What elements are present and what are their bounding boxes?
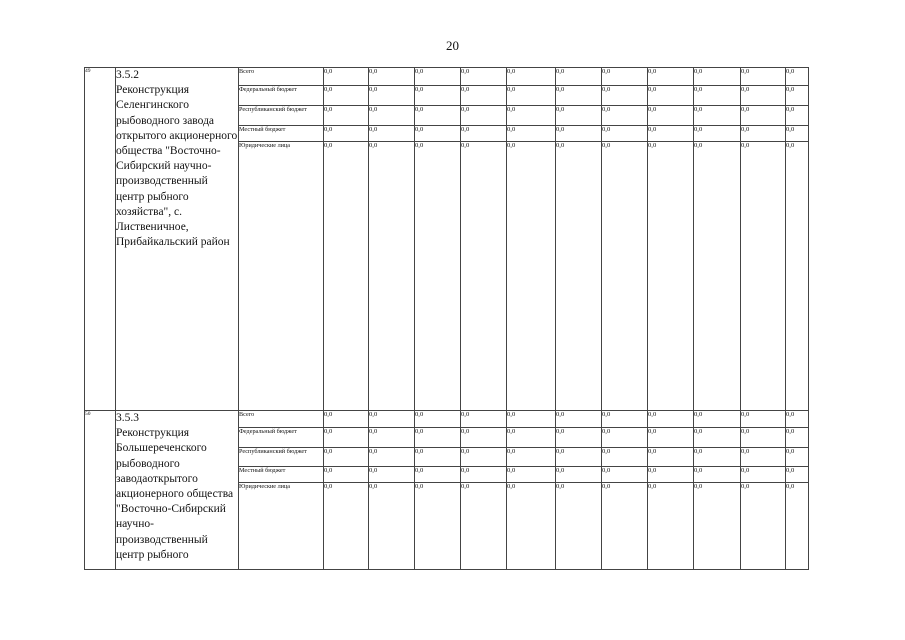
funding-source-label: Всего — [239, 411, 324, 428]
value-cell: 0,0 — [602, 428, 648, 448]
value-cell: 0,0 — [415, 68, 461, 86]
value-cell: 0,0 — [461, 448, 507, 467]
budget-table — [84, 67, 809, 570]
value-cell: 0,0 — [369, 142, 415, 411]
value-cell: 0,0 — [602, 467, 648, 483]
value-cell: 0,0 — [694, 126, 741, 142]
value-cell: 0,0 — [369, 467, 415, 483]
value-cell: 0,0 — [602, 142, 648, 411]
funding-source-label: Федеральный бюджет — [239, 86, 324, 106]
value-cell: 0,0 — [369, 106, 415, 126]
value-cell: 0,0 — [694, 428, 741, 448]
value-cell: 0,0 — [741, 467, 786, 483]
value-cell: 0,0 — [369, 411, 415, 428]
value-cell: 0,0 — [507, 126, 556, 142]
value-cell: 0,0 — [786, 411, 809, 428]
value-cell: 0,0 — [556, 126, 602, 142]
value-cell: 0,0 — [694, 467, 741, 483]
value-cell: 0,0 — [461, 68, 507, 86]
value-cell: 0,0 — [741, 483, 786, 570]
project-cell — [116, 411, 239, 570]
value-cell: 0,0 — [648, 411, 694, 428]
funding-source-label: Местный бюджет — [239, 126, 324, 142]
project-name: Реконструкция Большереченского рыбоводного заводаоткрытого акционерного общества "Восточно-Сибирский научно-производственный центр рыбного — [116, 427, 234, 561]
value-cell: 0,0 — [694, 411, 741, 428]
value-cell: 0,0 — [786, 483, 809, 570]
value-cell: 0,0 — [786, 142, 809, 411]
value-cell: 0,0 — [324, 448, 369, 467]
value-cell: 0,0 — [556, 106, 602, 126]
value-cell: 0,0 — [741, 68, 786, 86]
funding-source-label: Республиканский бюджет — [239, 448, 324, 467]
value-cell: 0,0 — [694, 483, 741, 570]
row-number: 50 — [85, 411, 116, 570]
funding-source-label: Всего — [239, 68, 324, 86]
value-cell: 0,0 — [741, 411, 786, 428]
value-cell: 0,0 — [461, 483, 507, 570]
value-cell: 0,0 — [648, 448, 694, 467]
value-cell: 0,0 — [786, 68, 809, 86]
value-cell: 0,0 — [415, 126, 461, 142]
value-cell: 0,0 — [507, 142, 556, 411]
table-row — [85, 68, 809, 86]
value-cell: 0,0 — [507, 467, 556, 483]
value-cell: 0,0 — [461, 428, 507, 448]
value-cell: 0,0 — [415, 428, 461, 448]
value-cell: 0,0 — [556, 68, 602, 86]
value-cell: 0,0 — [648, 142, 694, 411]
value-cell: 0,0 — [415, 467, 461, 483]
value-cell: 0,0 — [461, 142, 507, 411]
value-cell: 0,0 — [602, 448, 648, 467]
value-cell: 0,0 — [556, 86, 602, 106]
value-cell: 0,0 — [786, 126, 809, 142]
value-cell: 0,0 — [694, 448, 741, 467]
funding-source-label: Республиканский бюджет — [239, 106, 324, 126]
value-cell: 0,0 — [507, 411, 556, 428]
value-cell: 0,0 — [786, 448, 809, 467]
value-cell: 0,0 — [324, 467, 369, 483]
value-cell: 0,0 — [741, 448, 786, 467]
value-cell: 0,0 — [648, 106, 694, 126]
value-cell: 0,0 — [369, 86, 415, 106]
value-cell: 0,0 — [602, 68, 648, 86]
row-number: 49 — [85, 68, 116, 411]
value-cell: 0,0 — [369, 428, 415, 448]
value-cell: 0,0 — [648, 428, 694, 448]
table-row — [85, 411, 809, 428]
value-cell: 0,0 — [461, 411, 507, 428]
value-cell: 0,0 — [556, 448, 602, 467]
project-code: 3.5.2 — [116, 69, 139, 81]
value-cell: 0,0 — [648, 467, 694, 483]
value-cell: 0,0 — [415, 142, 461, 411]
value-cell: 0,0 — [461, 86, 507, 106]
value-cell: 0,0 — [507, 68, 556, 86]
page-number: 20 — [446, 38, 459, 53]
value-cell: 0,0 — [741, 126, 786, 142]
value-cell: 0,0 — [786, 86, 809, 106]
value-cell: 0,0 — [324, 68, 369, 86]
value-cell: 0,0 — [369, 68, 415, 86]
value-cell: 0,0 — [507, 86, 556, 106]
value-cell: 0,0 — [507, 428, 556, 448]
value-cell: 0,0 — [786, 106, 809, 126]
value-cell: 0,0 — [741, 106, 786, 126]
value-cell: 0,0 — [415, 411, 461, 428]
value-cell: 0,0 — [556, 411, 602, 428]
value-cell: 0,0 — [648, 86, 694, 106]
value-cell: 0,0 — [461, 106, 507, 126]
value-cell: 0,0 — [324, 428, 369, 448]
value-cell: 0,0 — [556, 483, 602, 570]
value-cell: 0,0 — [648, 68, 694, 86]
project-cell — [116, 68, 239, 411]
value-cell: 0,0 — [556, 142, 602, 411]
value-cell: 0,0 — [602, 411, 648, 428]
value-cell: 0,0 — [324, 126, 369, 142]
value-cell: 0,0 — [786, 467, 809, 483]
value-cell: 0,0 — [324, 142, 369, 411]
value-cell: 0,0 — [324, 106, 369, 126]
value-cell: 0,0 — [461, 126, 507, 142]
value-cell: 0,0 — [648, 483, 694, 570]
value-cell: 0,0 — [741, 428, 786, 448]
value-cell: 0,0 — [602, 126, 648, 142]
value-cell: 0,0 — [415, 106, 461, 126]
value-cell: 0,0 — [324, 483, 369, 570]
value-cell: 0,0 — [694, 68, 741, 86]
value-cell: 0,0 — [741, 86, 786, 106]
value-cell: 0,0 — [369, 483, 415, 570]
value-cell: 0,0 — [369, 126, 415, 142]
value-cell: 0,0 — [507, 448, 556, 467]
value-cell: 0,0 — [324, 411, 369, 428]
funding-source-label: Юридические лица — [239, 142, 324, 411]
value-cell: 0,0 — [602, 483, 648, 570]
value-cell: 0,0 — [415, 86, 461, 106]
value-cell: 0,0 — [507, 106, 556, 126]
project-code: 3.5.3 — [116, 412, 139, 424]
value-cell: 0,0 — [602, 106, 648, 126]
value-cell: 0,0 — [786, 428, 809, 448]
value-cell: 0,0 — [741, 142, 786, 411]
value-cell: 0,0 — [415, 483, 461, 570]
project-name: Реконструкция Селенгинского рыбоводного завода открытого акционерного общества "Восточно-Сибирский научно-производственный центр рыбного хозяйства", с. Лиственичное, Прибайкальский район — [116, 84, 238, 249]
funding-source-label: Юридические лица — [239, 483, 324, 570]
value-cell: 0,0 — [602, 86, 648, 106]
funding-source-label: Федеральный бюджет — [239, 428, 324, 448]
value-cell: 0,0 — [369, 448, 415, 467]
value-cell: 0,0 — [556, 428, 602, 448]
value-cell: 0,0 — [648, 126, 694, 142]
value-cell: 0,0 — [694, 86, 741, 106]
value-cell: 0,0 — [694, 106, 741, 126]
value-cell: 0,0 — [415, 448, 461, 467]
value-cell: 0,0 — [556, 467, 602, 483]
value-cell: 0,0 — [507, 483, 556, 570]
value-cell: 0,0 — [694, 142, 741, 411]
value-cell: 0,0 — [461, 467, 507, 483]
value-cell: 0,0 — [324, 86, 369, 106]
funding-source-label: Местный бюджет — [239, 467, 324, 483]
